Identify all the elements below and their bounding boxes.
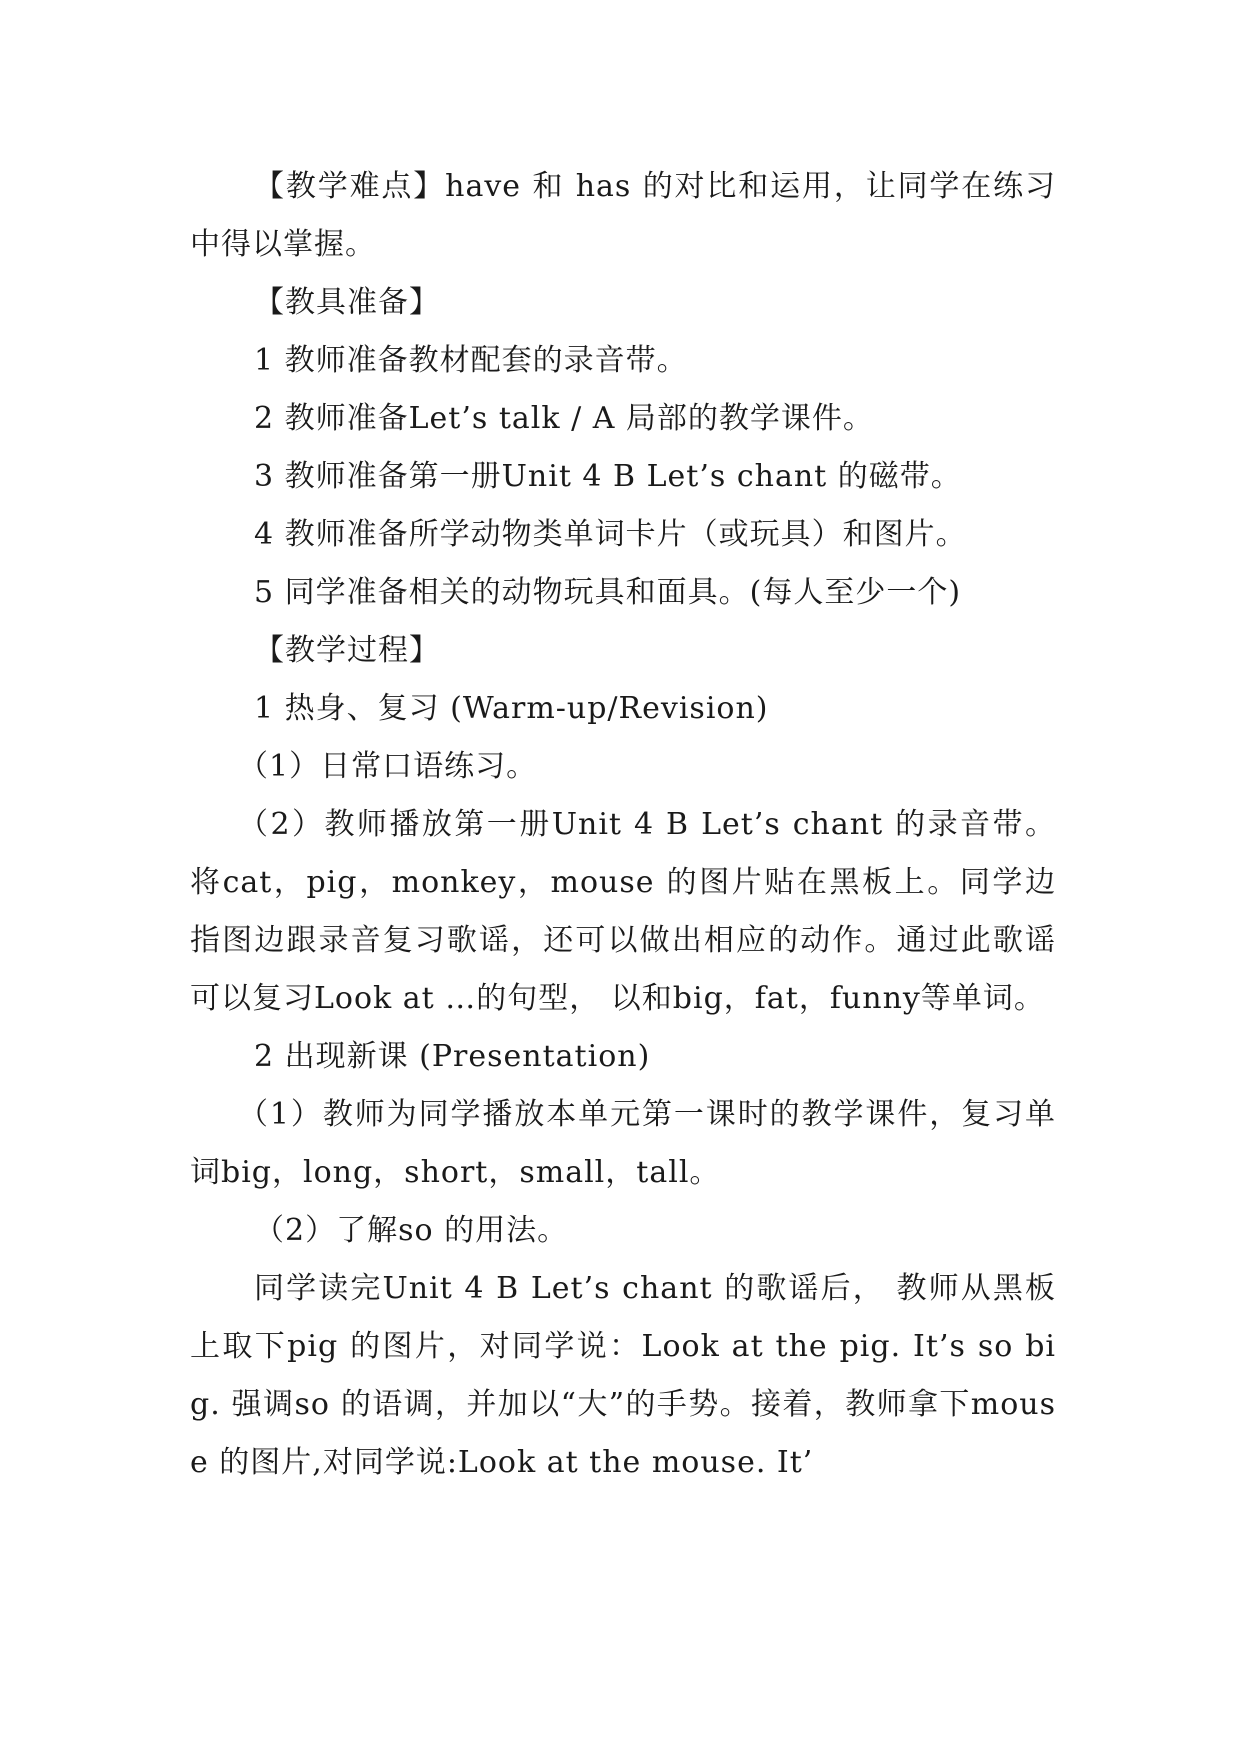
step-presentation-review: （1）教师为同学播放本单元第一课时的教学课件，复习单词big，long，short，small，tall。 [190,1097,1056,1190]
step-presentation-so-usage: （2）了解so 的用法。 [254,1213,569,1248]
list-item-tool-1: 1 教师准备教材配套的录音带。 [254,343,688,378]
step-presentation: 2 出现新课 (Presentation) [254,1039,651,1074]
document-body [190,158,1056,1492]
paragraph-teaching-difficulty: 【教学难点】have 和 has 的对比和运用，让同学在练习中得以掌握。 [190,169,1056,262]
list-item-tool-3: 3 教师准备第一册Unit 4 B Let’s chant 的磁带。 [254,459,962,494]
list-item-tool-4: 4 教师准备所学动物类单词卡片（或玩具）和图片。 [254,517,967,552]
list-item-tool-5: 5 同学准备相关的动物玩具和面具。(每人至少一个) [254,575,962,610]
step-warm-up-oral-practice: （1）日常口语练习。 [238,749,538,784]
step-warm-up-chant: （2）教师播放第一册Unit 4 B Let’s chant 的录音带。将cat，pig，monkey，mouse 的图片贴在黑板上。同学边指图边跟录音复习歌谣，还可以做出相应的动作。通过此歌谣可以复习Look at …的句型， 以和big，fat，funny等单词。 [190,807,1056,1016]
list-item-tool-2: 2 教师准备Let’s talk / A 局部的教学课件。 [254,401,874,436]
step-warm-up: 1 热身、复习 (Warm-up/Revision) [254,691,769,726]
step-presentation-so-body: 同学读完Unit 4 B Let’s chant 的歌谣后， 教师从黑板上取下pig 的图片，对同学说：Look at the pig. It’s so big. 强调so 的语调，并加以“大”的手势。接着，教师拿下mouse 的图片,对同学说:Look at the mouse. It’ [190,1271,1056,1480]
heading-teaching-tools: 【教具准备】 [254,285,440,320]
heading-teaching-process: 【教学过程】 [254,633,440,668]
